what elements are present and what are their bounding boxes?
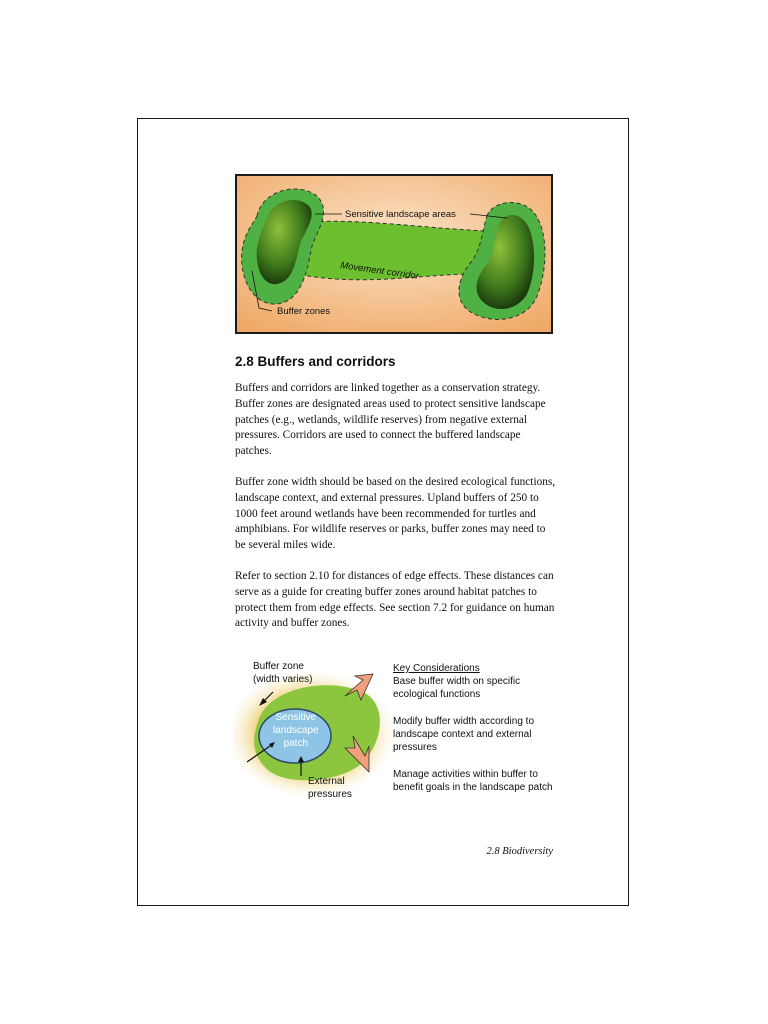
key-item-2: Modify buffer width according to landscape context and external pressures: [393, 716, 535, 753]
buffer-zone-width-label: Buffer zone (width varies): [253, 661, 313, 685]
page-footer: 2.8 Biodiversity: [486, 846, 553, 857]
paragraph-2: Buffer zone width should be based on the desired ecological functions, landscape context, and external pressures. Upland buffers of 250 to 1000 feet around wetlands have been recommended for turtles and amphibians. For wildlife reserves or parks, buffer zones may need to be several miles wide.: [235, 476, 556, 552]
key-item-1: Base buffer width on specific ecological functions: [393, 676, 521, 700]
corridor-label: Movement corridor: [339, 260, 420, 282]
buffer-zones-label: Buffer zones: [277, 306, 331, 317]
buffers-corridor-illustration: [235, 174, 553, 334]
paragraph-3: Refer to section 2.10 for distances of edge effects. These distances can serve as a guide for creating buffer zones around habitat patches to protect them from edge effects. See section 7.2 for guidance on human activity and buffer zones.: [235, 570, 555, 630]
paragraph-1: Buffers and corridors are linked together as a conservation strategy. Buffer zones are designated areas used to protect sensitive landscape patches (e.g., wetlands, wildlife reserves) from negative external pressures. Corridors are used to connect the buffered landscape patches.: [235, 382, 546, 458]
key-item-3: Manage activities within buffer to benefit goals in the landscape patch: [393, 769, 553, 793]
external-pressures-label: External pressures: [308, 776, 352, 800]
key-considerations-title: Key Considerations: [393, 663, 480, 674]
sensitive-patch-label: Sensitive landscape patch: [273, 712, 319, 749]
sensitive-areas-label: Sensitive landscape areas: [345, 209, 456, 220]
buffer-zone-diagram: [233, 652, 555, 818]
section-heading: 2.8 Buffers and corridors: [235, 354, 396, 369]
